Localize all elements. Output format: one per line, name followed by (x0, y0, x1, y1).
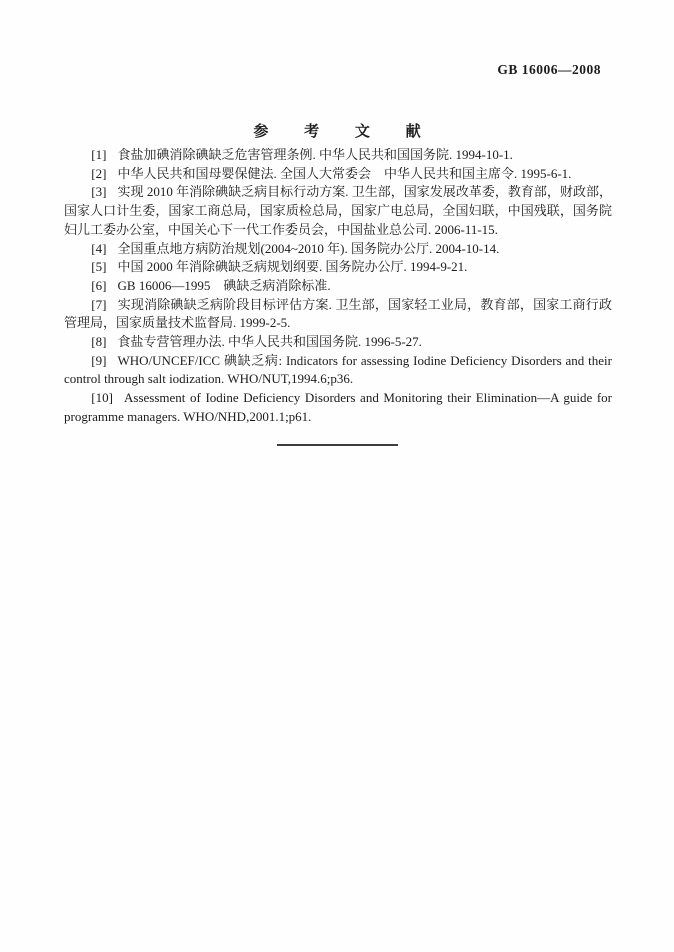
reference-item (64, 277, 612, 296)
reference-label: [9] (91, 352, 107, 368)
reference-text: 食盐专营管理办法. 中华人民共和国国务院. 1996-5-27. (117, 334, 422, 350)
reference-item (64, 240, 612, 259)
closing-divider (277, 444, 398, 446)
reference-text: 实现消除碘缺乏病阶段目标评估方案. 卫生部，国家轻工业局，教育部，国家工商行政管理局，国家质量技术监督局. 1999-2-5. (64, 296, 612, 331)
reference-text: 中国 2000 年消除碘缺乏病规划纲要. 国务院办公厅. 1994-9-21. (117, 259, 468, 275)
reference-label: [8] (91, 334, 107, 350)
reference-text: 实现 2010 年消除碘缺乏病目标行动方案. 卫生部，国家发展改革委，教育部，财政部，国家人口计生委，国家工商总局，国家质检总局，国家广电总局，全国妇联，中国残联，国务院妇儿工委办公室，中国关心下一代工作委员会，中国盐业总公司. 2006-11-15. (64, 184, 612, 237)
reference-item (64, 165, 612, 184)
reference-label: [6] (91, 277, 107, 293)
reference-label: [10] (91, 390, 113, 406)
reference-label: [5] (91, 259, 107, 275)
reference-label: [2] (91, 165, 107, 181)
reference-text: 食盐加碘消除碘缺乏危害管理条例. 中华人民共和国国务院. 1994-10-1. (117, 147, 513, 162)
reference-label: [7] (91, 296, 107, 312)
reference-item (64, 296, 612, 333)
reference-label: [1] (91, 147, 107, 162)
reference-label: [4] (91, 240, 107, 256)
reference-item (64, 352, 612, 389)
reference-text: GB 16006—1995 碘缺乏病消除标准. (117, 277, 331, 293)
reference-label: [3] (91, 184, 107, 200)
reference-item (64, 333, 612, 352)
reference-item (64, 146, 612, 165)
reference-text: 中华人民共和国母婴保健法. 全国人大常委会 中华人民共和国主席令. 1995-6-1. (117, 165, 572, 181)
references-list (64, 146, 612, 427)
standard-number: GB 16006—2008 (497, 62, 601, 77)
reference-item (64, 258, 612, 277)
reference-text: 全国重点地方病防治规划(2004~2010 年). 国务院办公厅. 2004-10-14. (117, 240, 500, 256)
reference-text: Assessment of Iodine Deficiency Disorders and Monitoring their Elimination—A guide for programme managers. WHO/NHD,2001.1;p61. (64, 390, 612, 424)
reference-text: WHO/UNCEF/ICC 碘缺乏病: Indicators for assessing Iodine Deficiency Disorders and their control through salt iodization. WHO/NUT,1994.6;p36. (64, 352, 612, 387)
reference-item (64, 389, 612, 426)
reference-item (64, 183, 612, 239)
section-title: 参 考 文 献 (253, 124, 437, 140)
